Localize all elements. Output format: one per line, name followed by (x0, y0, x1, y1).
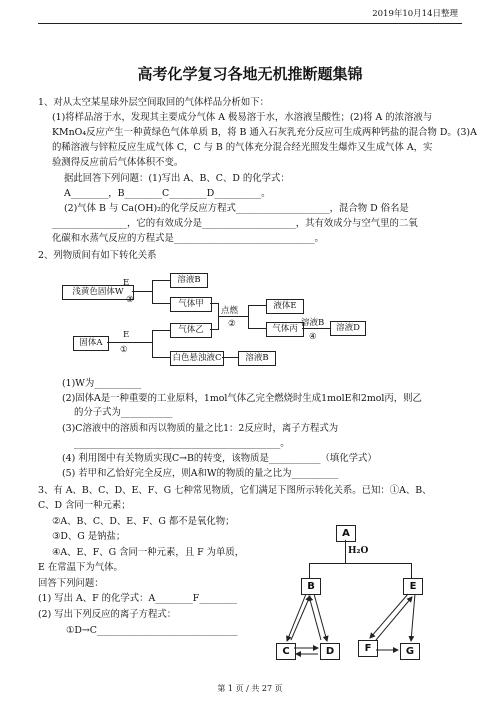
label-step-1: ① (120, 345, 128, 355)
box-3-a: A (336, 525, 356, 542)
q3-line-5: ④A、E、F、G 含同一种元素，且 F 为单质， (52, 547, 245, 558)
arrow-w (132, 291, 152, 292)
q3-line-10: ①D→C______________________________ (66, 625, 238, 636)
q2-item-3b: ____________________________________________。 (74, 438, 290, 449)
box-a: 固体A (73, 336, 109, 351)
box-3-b: B (301, 578, 321, 595)
q2-item-2: (2)固体A是一种重要的工业原料，1mol气体乙完全燃烧时生成1molE和2mol丙，则乙 (62, 393, 422, 404)
box-e: 液体E (266, 299, 304, 314)
box-bing: 气体丙 (266, 322, 304, 337)
label-e-3: E (123, 278, 130, 288)
label-b-4: 溶液B (301, 318, 325, 328)
label-h2o: H₂O (348, 546, 369, 556)
box-3-c: C (276, 643, 296, 660)
box-d: 溶液D (330, 321, 366, 336)
box-b-bottom: 溶液B (238, 351, 276, 366)
label-step-4: ④ (309, 332, 317, 342)
box-3-g: G (400, 643, 420, 660)
box-w: 浅黄色固体W (62, 285, 134, 300)
q3-line-6: E 在常温下为气体。 (38, 562, 123, 573)
q1-line-7: A________，B________C________D__________。 (64, 188, 271, 199)
q3-line-2: C、D 含同一种元素； (38, 500, 131, 511)
header-divider (38, 23, 462, 24)
q2-item-5: (5) 若甲和乙恰好完全反应，则A和W的物质的量之比为__________ (62, 468, 339, 479)
split-a (309, 563, 412, 564)
box-c: 白色悬浊液C (170, 351, 224, 366)
box-yi: 气体乙 (170, 323, 212, 338)
label-e-1: E (123, 330, 130, 340)
q2-item-4: (4) 利用图中有关物质实现C→B的转变，该物质是___________（填化学式） (62, 453, 377, 464)
q3-line-8: (1) 写出 A、F 的化学式：A________F________ (38, 593, 237, 604)
q1-line-9: ________________，它的有效成分是____________________，其有效成分与空气里的二氧 (52, 218, 418, 229)
q3-line-7: 回答下列问题： (38, 578, 104, 589)
q1-line-2: (1)将样品溶于水，发现其主要成分气体 A 极易溶于水，水溶液呈酸性；(2)将 A 的浓溶液与 (52, 112, 433, 123)
q2-item-1: (1)W为__________ (62, 378, 142, 389)
q2-item-3: (3)C溶液中的溶质和丙以物质的量之比1：2反应时，离子方程式为 (62, 423, 339, 434)
header-date: 2019年10月14日整理 (372, 9, 458, 19)
arrow-c (222, 357, 238, 358)
page-footer: 第 1 页 / 共 27 页 (217, 684, 283, 693)
branch-w (152, 280, 153, 304)
arrow-ignite (218, 316, 248, 317)
q2-item-2b: 的分子式为___________ (74, 407, 173, 418)
arrow-a (107, 342, 152, 343)
arrow-bing (302, 328, 330, 329)
box-jia: 气体甲 (170, 297, 212, 312)
label-step-3: ③ (126, 295, 134, 305)
branch-a (152, 330, 153, 358)
box-b-top: 溶液B (170, 273, 208, 288)
q1-line-6: 据此回答下列问题：(1)写出 A、B、C、D 的化学式： (64, 173, 290, 184)
q1-line-10: 化碳和水蒸气反应的方程式是______________________________。 (52, 233, 324, 244)
q3-line-3: ②A、B、C、D、E、F、G 都不是氧化物； (52, 516, 235, 527)
q3-line-4: ③D、G 是钠盐； (52, 531, 126, 542)
q1-line-1: 1、对从太空某星球外层空间取回的气体样品分析如下： (38, 97, 269, 108)
q3-line-9: (2) 写出下列反应的离子方程式： (38, 609, 177, 620)
page-title: 高考化学复习各地无机推断题集锦 (137, 65, 363, 83)
q2-heading: 2、列物质间有如下转化关系 (38, 250, 157, 261)
box-3-d: D (320, 643, 340, 660)
branch-ignite (248, 305, 249, 329)
q1-line-8: (2)气体 B 与 Ca(OH)₂的化学反应方程式____________________，混合物 D 俗名是 (64, 203, 409, 214)
q3-line-1: 3、有 A、B、C、D、E、F、G 七种常见物质，它们满足下图所示转化关系。已知：①A、B、 (38, 485, 432, 496)
q1-line-3: KMnO₄反应产生一种黄绿色气体单质 B，将 B 通入石灰乳充分反应可生成两种钙盐的混合物 D。(3)A (52, 127, 477, 138)
stem-a (345, 540, 346, 563)
label-step-2: ② (228, 319, 236, 329)
q1-line-5: 验测得反应前后气体体积不变。 (52, 157, 184, 168)
box-3-e: E (403, 578, 423, 595)
box-3-f: F (358, 640, 378, 657)
label-ignite: 点燃 (221, 306, 239, 316)
q1-line-4: 的稀溶液与锌粒反应生成气体 C，C 与 B 的气体充分混合经光照发生爆炸又生成气体 A，实 (52, 142, 433, 153)
